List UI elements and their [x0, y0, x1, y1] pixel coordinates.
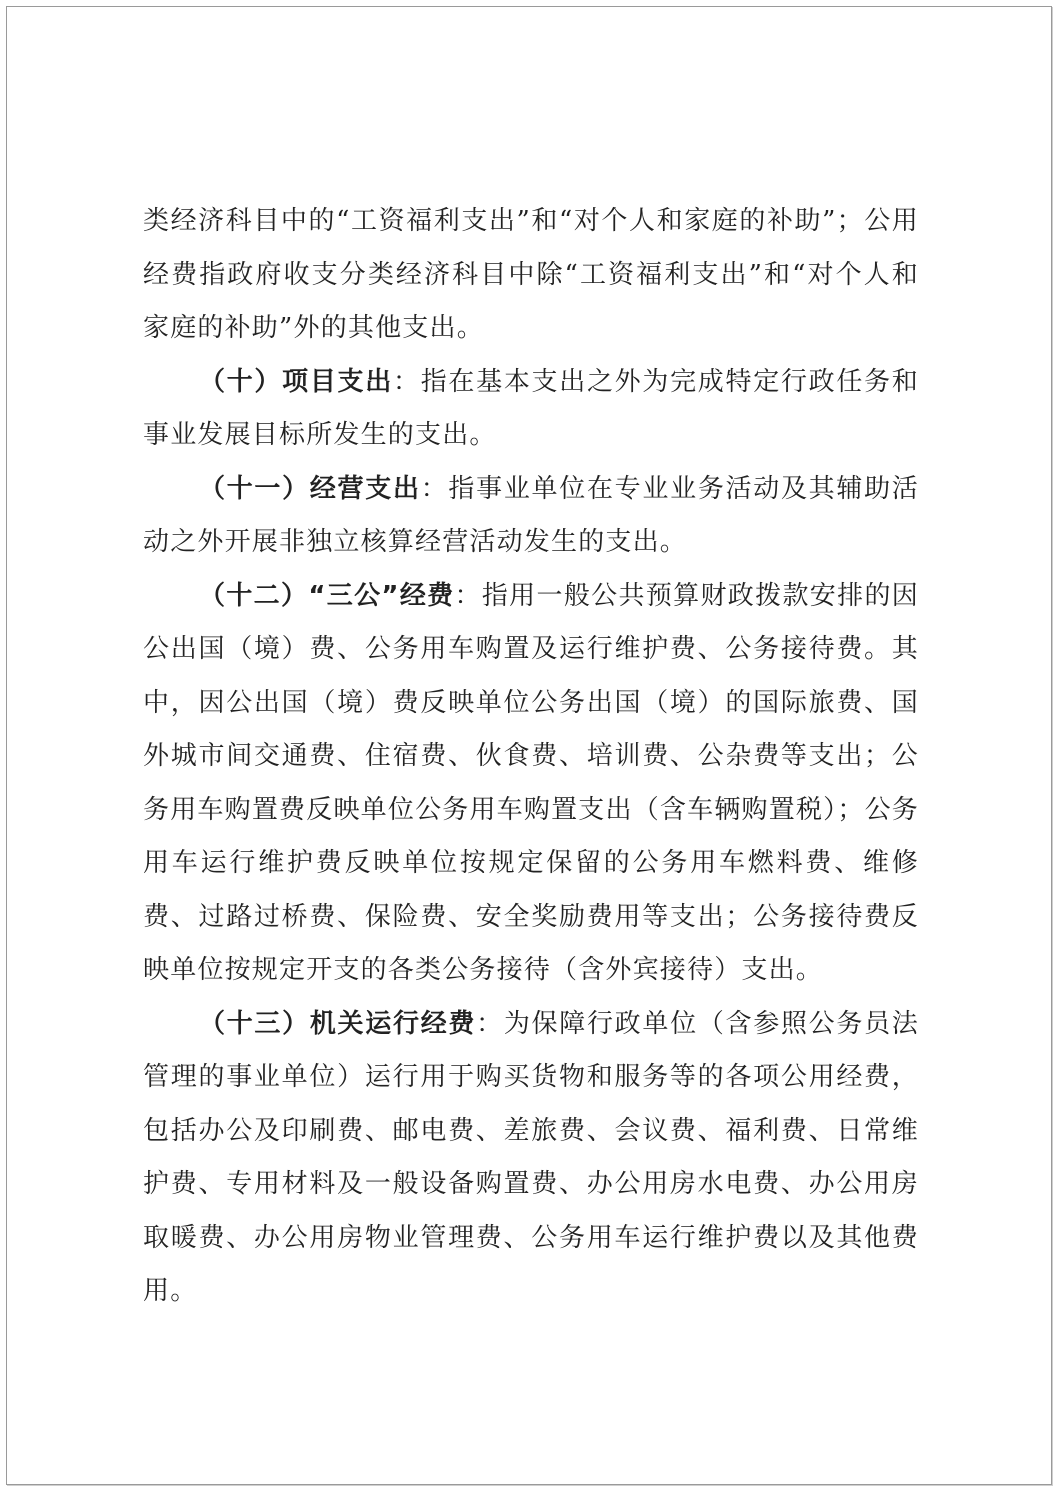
paragraph-item-10	[143, 356, 919, 463]
paragraph-item-13	[143, 998, 919, 1319]
document-body	[143, 195, 919, 1319]
paragraph-continuation	[143, 195, 919, 356]
paragraph-item-11	[143, 463, 919, 570]
paragraph-text: ：为保障行政单位（含参照公务员法管理的事业单位）运行用于购买货物和服务等的各项公用经费，包括办公及印刷费、邮电费、差旅费、会议费、福利费、日常维护费、专用材料及一般设备购置费、办公用房水电费、办公用房取暖费、办公用房物业管理费、公务用车运行维护费以及其他费用。	[143, 1008, 919, 1306]
term-three-public-expenses: （十二）“三公”经费	[199, 580, 455, 611]
term-agency-operating-funds: （十三）机关运行经费	[199, 1008, 477, 1039]
paragraph-text: 类经济科目中的“工资福利支出”和“对个人和家庭的补助”；公用经费指政府收支分类经济科目中除“工资福利支出”和“对个人和家庭的补助”外的其他支出。	[143, 206, 919, 343]
paragraph-item-12	[143, 570, 919, 998]
term-project-expenditure: （十）项目支出	[199, 366, 393, 397]
paragraph-text: ：指事业单位在专业业务活动及其辅助活动之外开展非独立核算经营活动发生的支出。	[143, 473, 919, 557]
term-operating-expenditure: （十一）经营支出	[199, 473, 421, 504]
paragraph-text: ：指在基本支出之外为完成特定行政任务和事业发展目标所发生的支出。	[143, 366, 919, 450]
paragraph-text: ：指用一般公共预算财政拨款安排的因公出国（境）费、公务用车购置及运行维护费、公务接待费。其中，因公出国（境）费反映单位公务出国（境）的国际旅费、国外城市间交通费、住宿费、伙食费、培训费、公杂费等支出；公务用车购置费反映单位公务用车购置支出（含车辆购置税）；公务用车运行维护费反映单位按规定保留的公务用车燃料费、维修费、过路过桥费、保险费、安全奖励费用等支出；公务接待费反映单位按规定开支的各类公务接待（含外宾接待）支出。	[143, 580, 919, 985]
